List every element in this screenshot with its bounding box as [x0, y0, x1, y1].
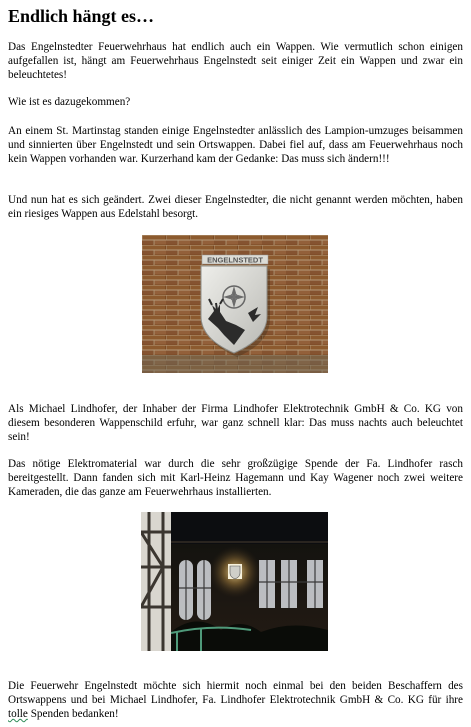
paragraph-martinstag: An einem St. Martinstag standen einige Engelnstedter anlässlich des Lampion-umzuges beisammen und sinnierten über Engelnstedt und sein Ortswappen. Dabei fiel auf, dass am Feuerwehrhaus noch kein Wappen vorhanden war. Kurzerhand kam der Gedanke: Das muss sich ändern!!!: [8, 125, 463, 165]
paragraph-intro: Das Engelnstedter Feuerwehrhaus hat endlich auch ein Wappen. Wie vermutlich schon einigen aufgefallen ist, hängt am Feuerwehrhaus Engelnstedt seit einiger Zeit ein Wappen und zwar ein beleuchtetes!: [8, 41, 463, 81]
closing-text-end: Spenden bedanken!: [27, 708, 119, 720]
paragraph-closing: [8, 679, 463, 721]
paragraph-lindhofer: Als Michael Lindhofer, der Inhaber der Firma Lindhofer Elektrotechnik GmbH & Co. KG von diesem besonderen Wappenschild erfuhr, war ganz schnell klar: Das muss nachts auch beleuchtet sein!: [8, 403, 463, 443]
page-title: Endlich hängt es…: [8, 6, 155, 26]
crest-sign-text: ENGELNSTEDT: [207, 255, 263, 265]
closing-text-start: Die Feuerwehr Engelnstedt möchte sich hiermit noch einmal bei den beiden Beschaffern des Ortswappens und bei Michael Lindhofer, Fa. Lindhofer Elektrotechnik GmbH & Co. KG für ihre: [8, 680, 463, 706]
crest-photo: [142, 235, 328, 373]
paragraph-installation: Das nötige Elektromaterial war durch die sehr großzügige Spende der Fa. Lindhofer rasch bereitgestellt. Dann fanden sich mit Karl-Heinz Hagemann und Kay Wagener noch zwei weitere Kameraden, die das ganze am Feuerwehrhaus installierten.: [8, 458, 463, 498]
night-building-photo: [141, 512, 328, 651]
paragraph-stainless-crest: Und nun hat es sich geändert. Zwei dieser Engelnstedter, die nicht genannt werden möchten, haben ein riesiges Wappen aus Edelstahl besorgt.: [8, 194, 463, 220]
closing-text-spellchecked-word: tolle: [8, 708, 28, 720]
paragraph-question: Wie ist es dazugekommen?: [8, 96, 131, 108]
